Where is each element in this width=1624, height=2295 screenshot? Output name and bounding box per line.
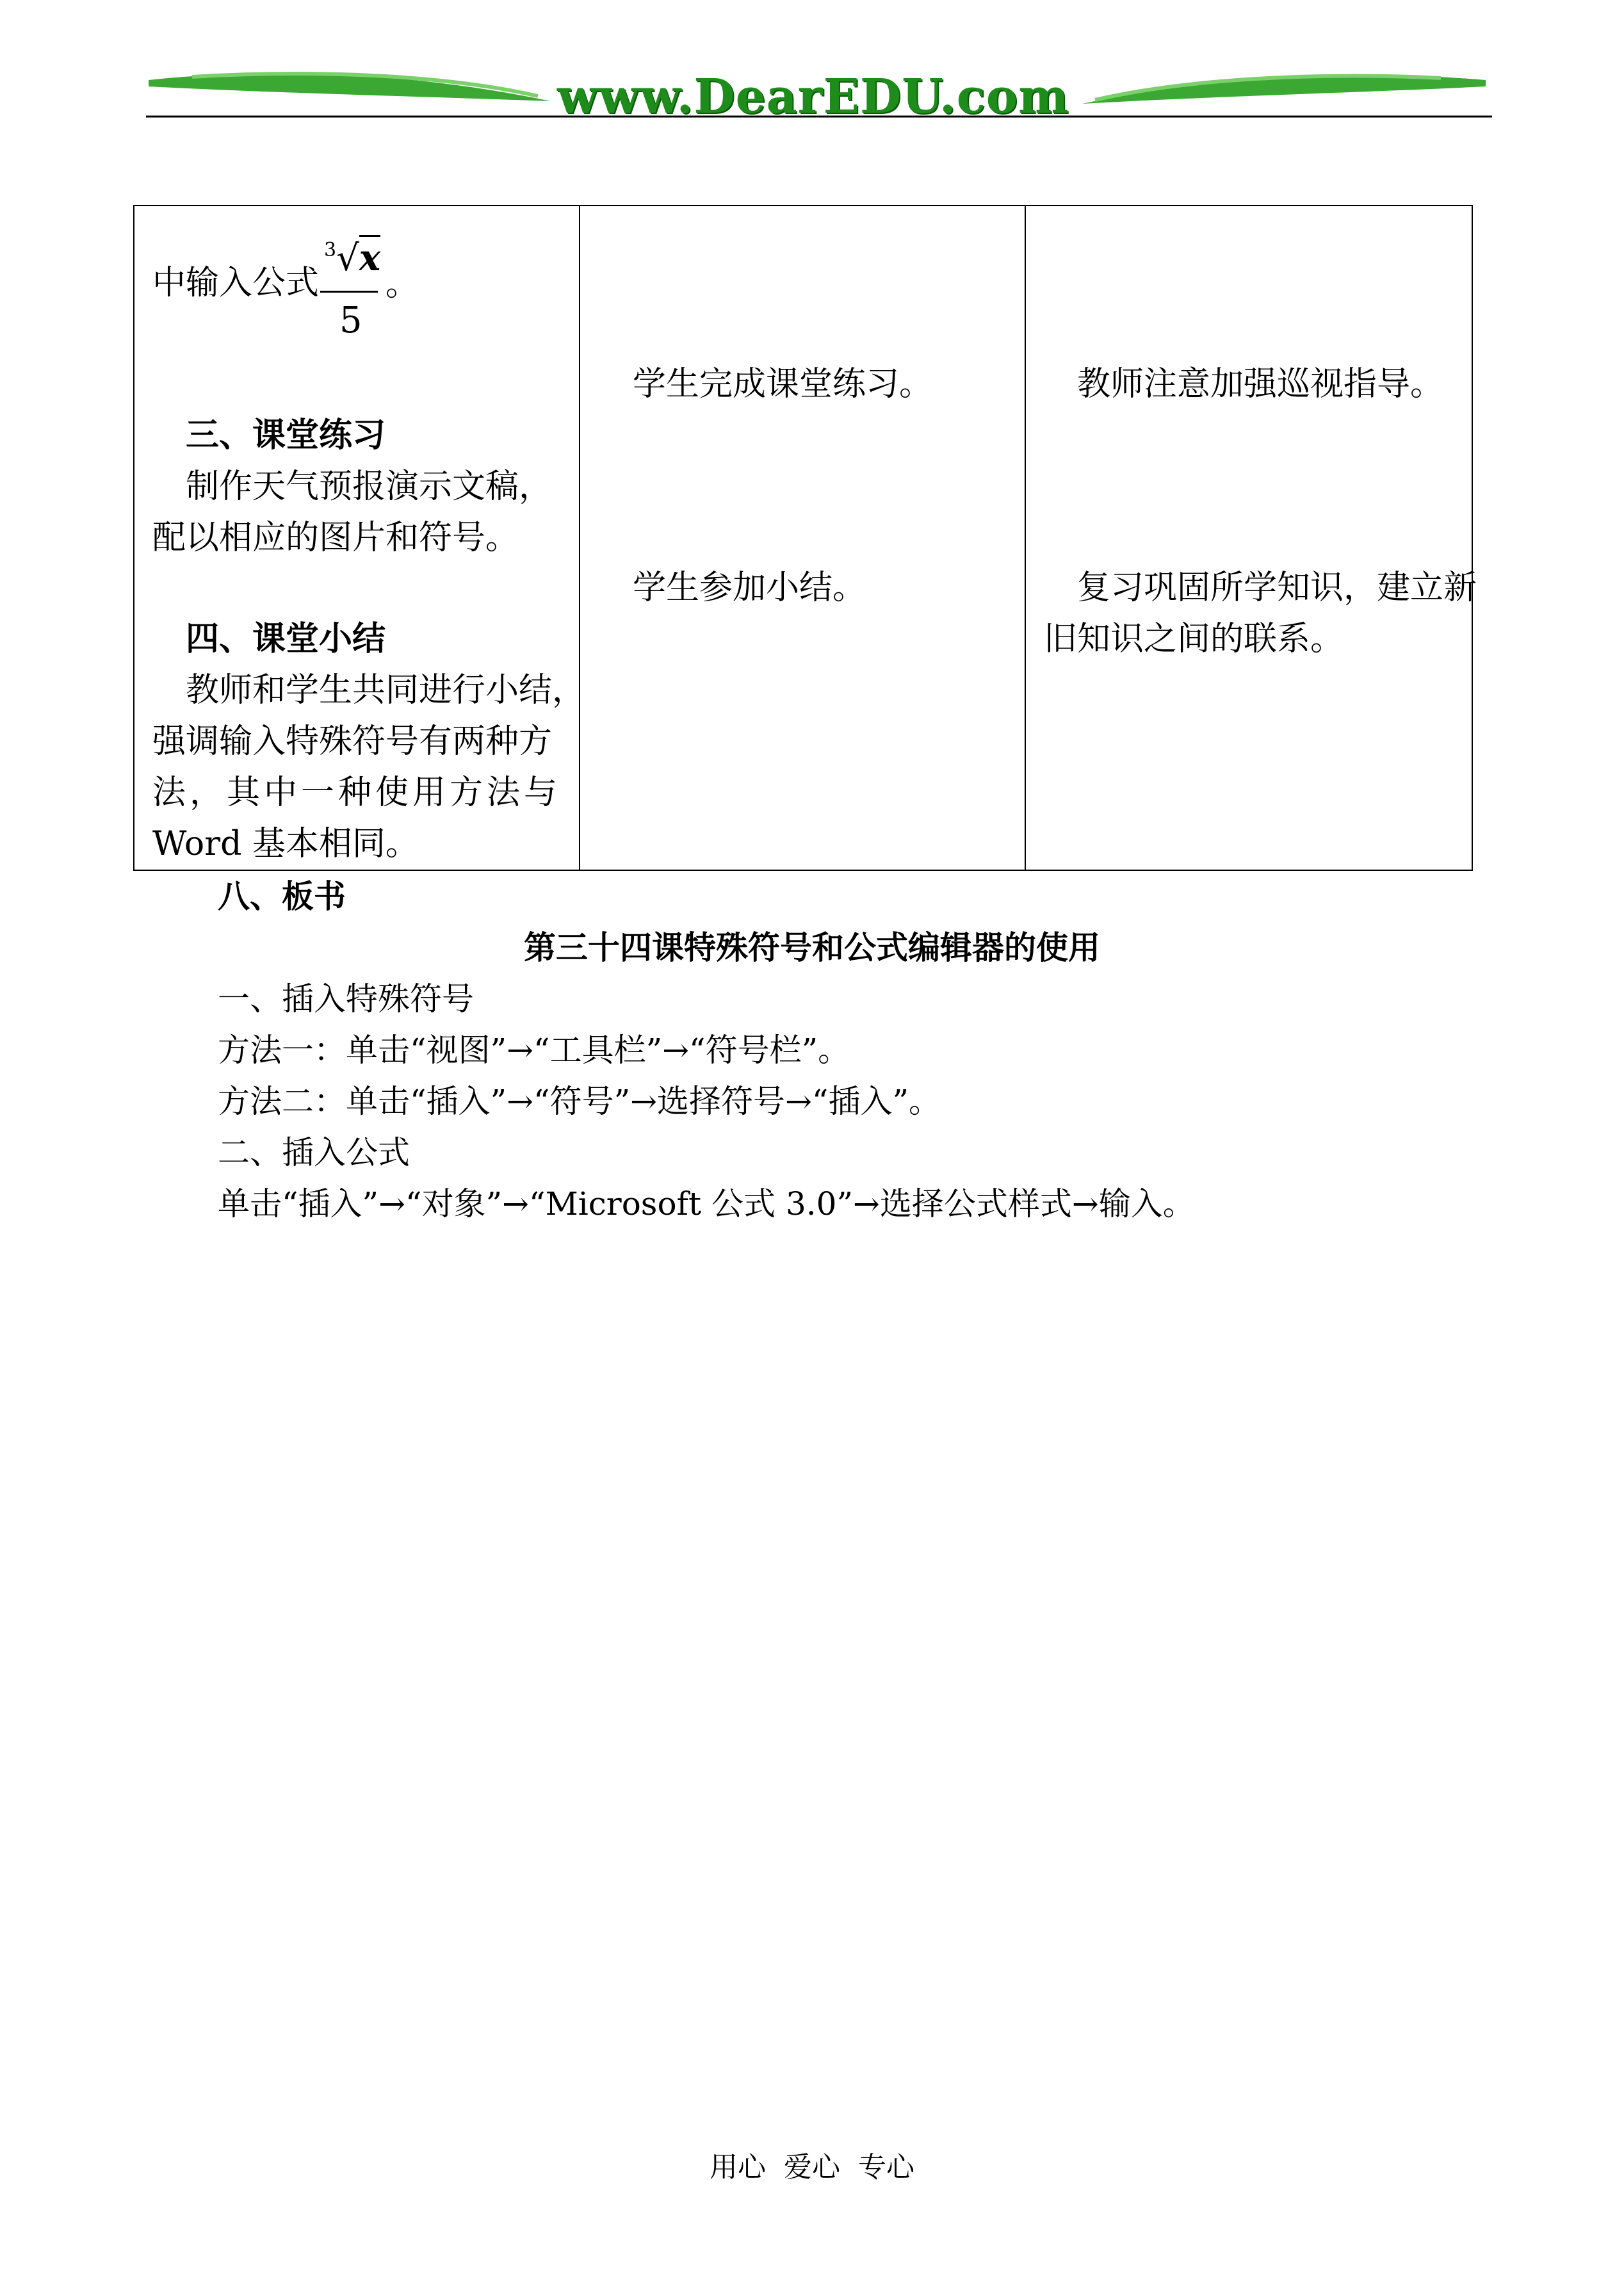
section4-line: 法，其中一种使用方法与 [152,774,562,812]
header-banner [0,0,1624,128]
formula-prefix: 中输入公式 [152,264,320,302]
formula-denominator: 5 [339,300,362,341]
board-title: 第三十四课特殊符号和公式编辑器的使用 [524,929,1100,966]
table-cell-student [580,206,1025,870]
section4-line: 强调输入特殊符号有两种方 [152,722,553,761]
section4-title: 四、课堂小结 [186,619,386,658]
site-logo-text: www.DearEDU.com [557,69,1069,124]
formula-fraction [320,237,381,346]
formula-root: $^3$√x [324,237,380,279]
table-cell-teacher [1025,206,1477,870]
board-line: 单击“插入”→“对象”→“Microsoft 公式 3.0”→选择公式样式→输入。 [218,1185,1195,1222]
board-line: 二、插入公式 [218,1134,410,1171]
board-line: 方法二：单击“插入”→“符号”→选择符号→“插入”。 [218,1083,941,1120]
page-footer: 用心 爱心 专心 [710,2151,914,2184]
section4-line: Word 基本相同。 [152,825,419,863]
board-heading: 八、板书 [218,877,346,915]
fraction-bar [320,291,378,293]
section3-line: 配以相应的图片和符号。 [152,519,519,557]
section3-title: 三、课堂练习 [186,416,386,455]
board-line: 方法一：单击“视图”→“工具栏”→“符号栏”。 [218,1032,850,1069]
formula-suffix: 。 [386,265,419,304]
lesson-table [133,205,1477,871]
student-activity: 学生完成课堂练习。 [633,365,933,403]
student-activity: 学生参加小结。 [633,569,866,607]
section3-line: 制作天气预报演示文稿， [186,467,553,506]
table-cell-content [134,206,586,870]
board-line: 一、插入特殊符号 [218,980,474,1018]
teacher-activity: 复习巩固所学知识，建立新 [1077,569,1477,607]
section4-line: 教师和学生共同进行小结， [186,671,586,710]
teacher-activity: 教师注意加强巡视指导。 [1077,365,1444,403]
teacher-activity: 旧知识之间的联系。 [1044,620,1344,658]
